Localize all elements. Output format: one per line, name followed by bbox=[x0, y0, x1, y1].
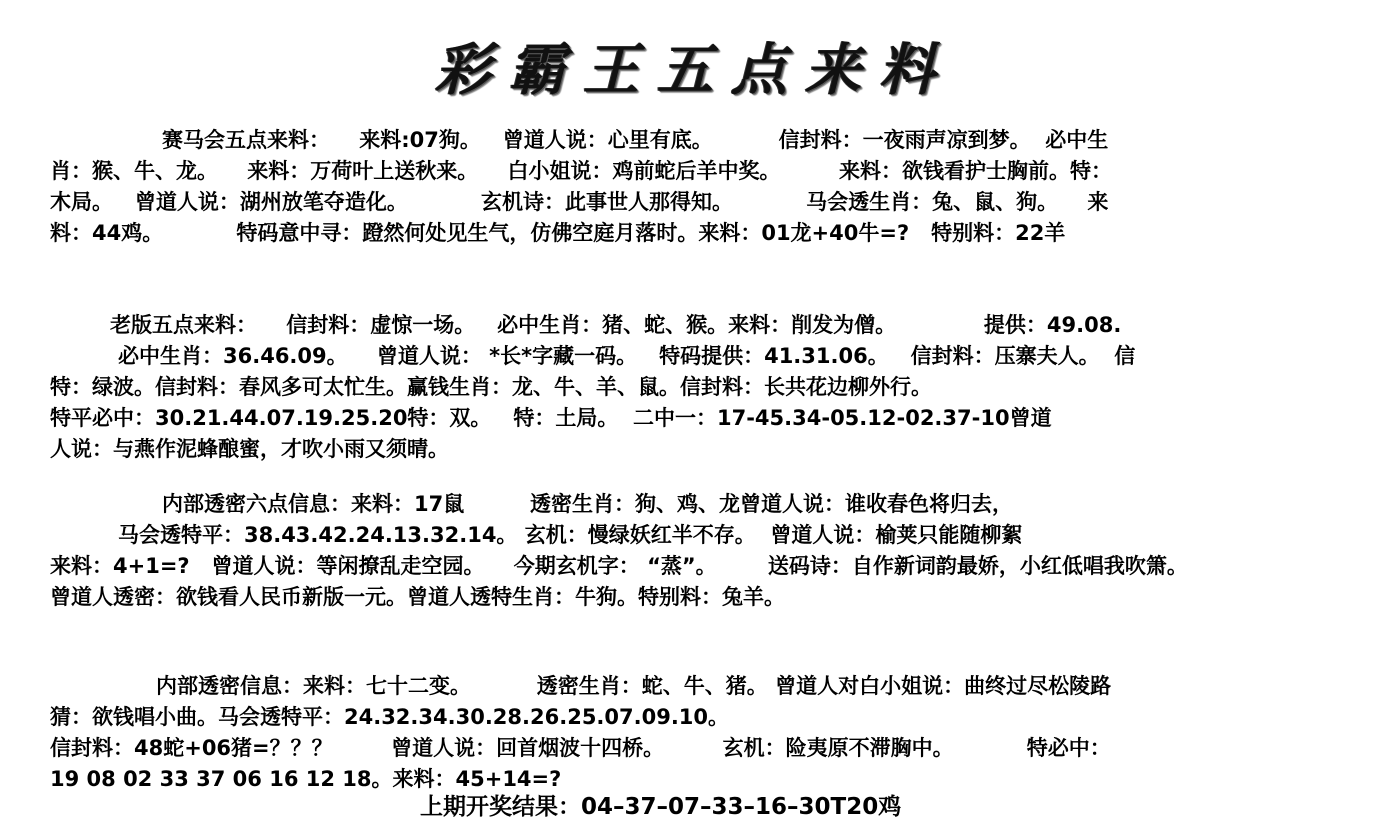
last-draw-result: 上期开奖结果：04–37–07–33–16–30T20鸡 bbox=[420, 794, 902, 820]
text-line: 马会透特平：38.43.42.24.13.32.14。 玄机：慢绿妖红半不存。 曾道人说：榆荚只能随柳絮 bbox=[118, 523, 1023, 547]
text-line: 特：绿波。信封料：春风多可太忙生。赢钱生肖：龙、牛、羊、鼠。信封料：长共花边柳外行。 bbox=[50, 375, 932, 399]
text-line: 肖：猴、牛、龙。 来料：万荷叶上送秋来。 白小姐说：鸡前蛇后羊中奖。 来料：欲钱看护士胸前。特： bbox=[50, 159, 1112, 183]
text-line: 来料：4+1=? 曾道人说：等闲撩乱走空园。 今期玄机字： “蒸”。 送码诗：自作新词韵最娇，小红低唱我吹箫。 bbox=[50, 554, 1188, 578]
text-line: 人说：与燕作泥蜂酿蜜，才吹小雨又须晴。 bbox=[50, 437, 449, 461]
text-line: 内部透密信息：来料：七十二变。 透密生肖：蛇、牛、猪。 曾道人对白小姐说：曲终过尽松陵路 bbox=[156, 674, 1112, 698]
text-line: 曾道人透密：欲钱看人民币新版一元。曾道人透特生肖：牛狗。特别料：兔羊。 bbox=[50, 585, 785, 609]
text-line: 木局。 曾道人说：湖州放笔夺造化。 玄机诗：此事世人那得知。 马会透生肖：兔、鼠、狗。 来 bbox=[50, 190, 1109, 214]
text-line: 猜：欲钱唱小曲。马会透特平：24.32.34.30.28.26.25.07.09.10。 bbox=[50, 705, 730, 729]
text-line: 必中生肖：36.46.09。 曾道人说： *长*字藏一码。 特码提供：41.31.06。 信封料：压寨夫人。 信 bbox=[118, 344, 1136, 368]
text-line: 信封料：48蛇+06猪=？？？ 曾道人说：回首烟波十四桥。 玄机：险夷原不滞胸中。 特必中： bbox=[50, 736, 1111, 760]
text-line: 内部透密六点信息：来料：17鼠 透密生肖：狗、鸡、龙曾道人说：谁收春色将归去， bbox=[162, 492, 1014, 516]
text-line: 特平必中：30.21.44.07.19.25.20特：双。 特：土局。 二中一：17-45.34-05.12-02.37-10曾道 bbox=[50, 406, 1052, 430]
text-line: 老版五点来料： 信封料：虚惊一场。 必中生肖：猪、蛇、猴。来料：削发为僧。 提供：49.08. bbox=[110, 313, 1122, 337]
text-line: 赛马会五点来料： 来料:07狗。 曾道人说：心里有底。 信封料：一夜雨声凉到梦。 必中生 bbox=[162, 128, 1109, 152]
text-line: 料：44鸡。 特码意中寻：蹬然何处见生气，仿佛空庭月落时。来料：01龙+40牛=? 特别料：22羊 bbox=[50, 221, 1066, 245]
text-line: 19 08 02 33 37 06 16 12 18。来料：45+14=? bbox=[50, 767, 562, 791]
page-title: 彩霸王五点来料 bbox=[435, 37, 953, 103]
